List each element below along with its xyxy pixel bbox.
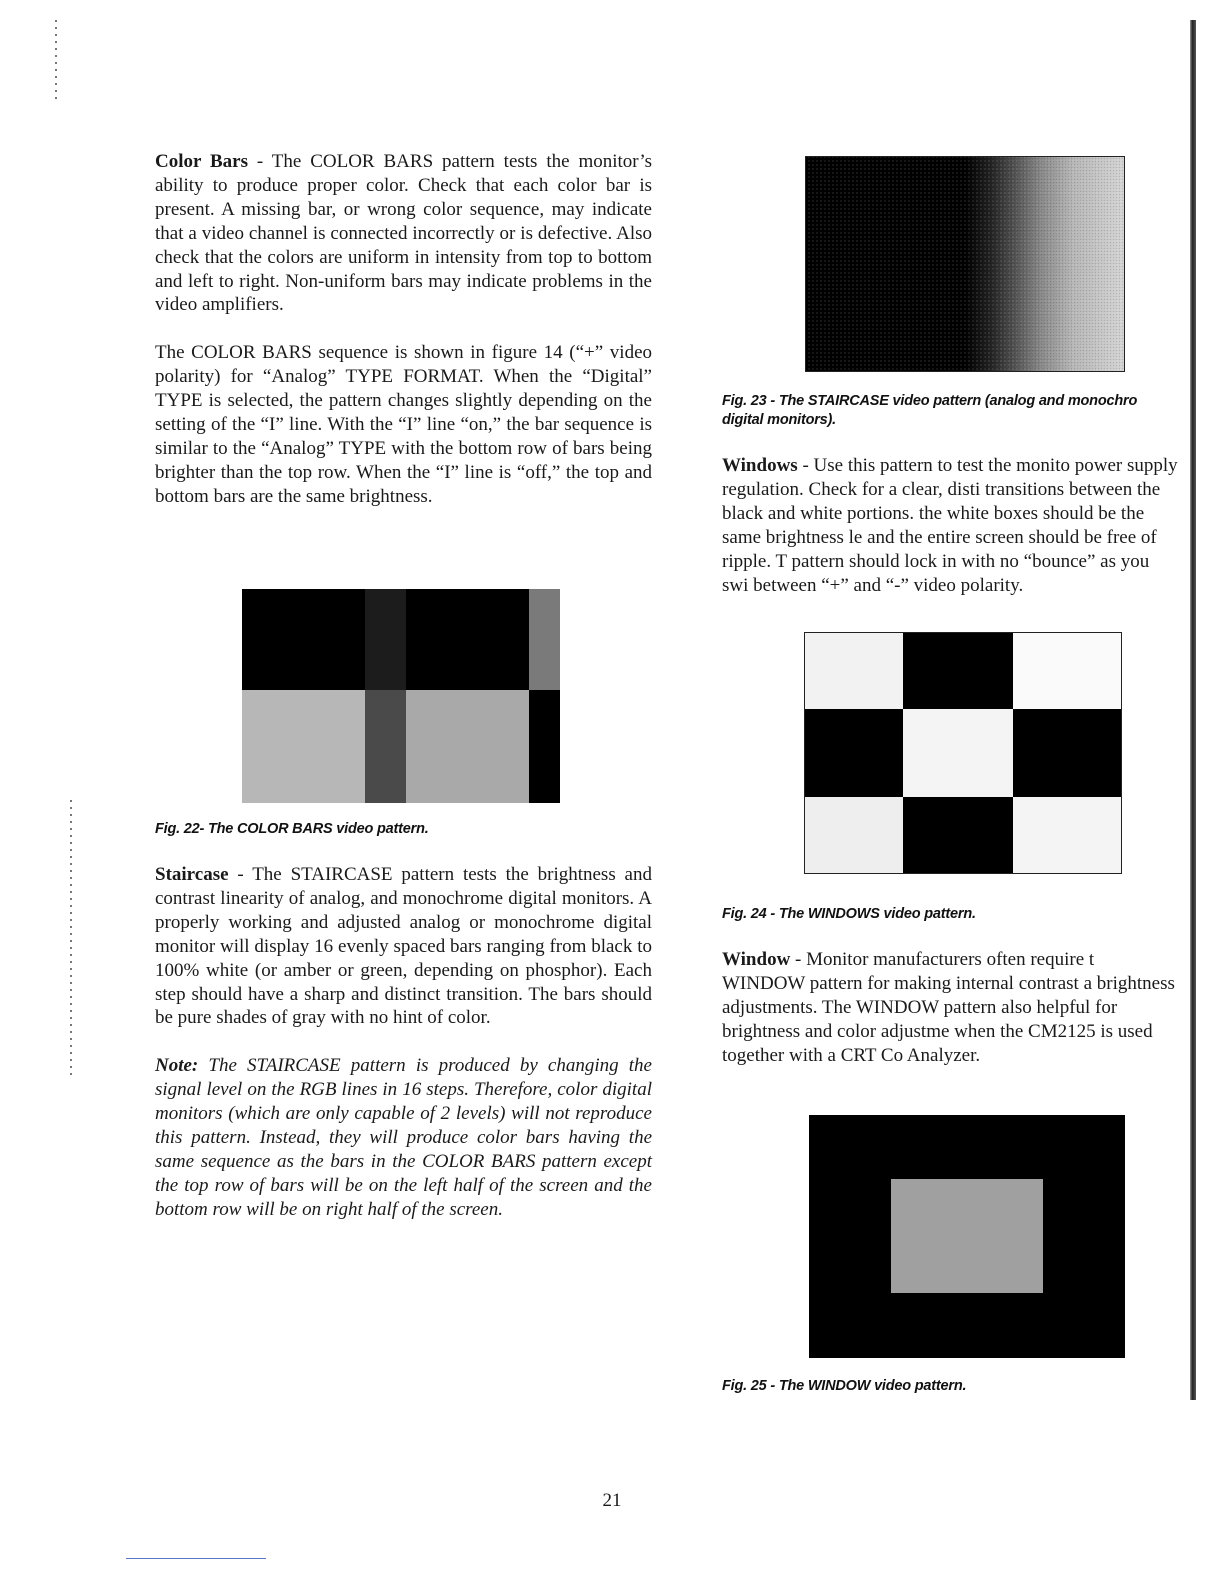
left-column xyxy=(155,150,652,509)
staircase-paragraph xyxy=(155,863,652,1030)
figure-window xyxy=(809,1115,1125,1358)
windows-text: - Use this pattern to test the monito power supply regulation. Check for a clear, disti transitions between the black and white portions. the white boxes should be the same brightness le and the entire screen should be free of ripple. T pattern should lock in with no “bounce” as you swi between “+” and “-” video polarity. xyxy=(722,455,1178,596)
window-text: - Monitor manufacturers often require t WINDOW pattern for making internal contrast a brightness adjustments. The WINDOW pattern also helpful for brightness and color adjustme when the CM2125 is used together with a CRT Co Analyzer. xyxy=(722,949,1175,1066)
color-bars-paragraph xyxy=(155,150,652,317)
note-text: The STAIRCASE pattern is produced by changing the signal level on the RGB lines in 16 steps. Therefore, color digital monitors (which are only capable of 2 levels) will not reproduce this pattern. Instead, they will produce color bars having the same sequence as the bars in the COLOR BARS pattern except the top row of bars will be on the left half of the screen and the bottom row will be on right half of the screen. xyxy=(155,1055,652,1220)
fig24-caption: Fig. 24 - The WINDOWS video pattern. xyxy=(722,906,976,922)
windows-section xyxy=(722,454,1180,597)
figure-windows-checkerboard xyxy=(804,632,1122,874)
fig23-caption-line1: Fig. 23 - The STAIRCASE video pattern (analog and monochro xyxy=(722,393,1138,409)
window-paragraph xyxy=(722,948,1180,1068)
windows-paragraph xyxy=(722,454,1180,597)
color-bars-heading: Color Bars xyxy=(155,151,248,172)
fig22-caption: Fig. 22- The COLOR BARS video pattern. xyxy=(155,821,429,837)
windows-heading: Windows xyxy=(722,455,798,476)
figure-staircase xyxy=(805,156,1125,372)
staircase-heading: Staircase xyxy=(155,864,229,885)
color-bars-sequence-paragraph: The COLOR BARS sequence is shown in figure 14 (“+” video polarity) for “Analog” TYPE FORMAT. When the “Digital” TYPE is selected, the pattern changes slightly depending on the setting of the “I” line. With the “I” line “on,” the bar sequence is similar to the “Analog” TYPE with the bottom row of bars being brighter than the top row. When the “I” line is “off,” the top and bottom bars are the same brightness. xyxy=(155,342,652,507)
staircase-text: - The STAIRCASE pattern tests the brightness and contrast linearity of analog, and monochrome digital monitors. A properly working and adjusted analog or monochrome digital monitor will display 16 evenly spaced bars ranging from black to 100% white (or amber or green, depending on phosphor). Each step should have a sharp and distinct transition. The bars should be pure shades of gray with no hint of color. xyxy=(155,864,652,1029)
fig25-caption: Fig. 25 - The WINDOW video pattern. xyxy=(722,1378,967,1394)
scan-artifact-top xyxy=(55,20,57,100)
left-column-lower xyxy=(155,863,652,1222)
window-section xyxy=(722,948,1180,1068)
note-paragraph xyxy=(155,1054,652,1221)
window-heading: Window xyxy=(722,949,791,970)
fig23-caption-line2: digital monitors). xyxy=(722,412,837,428)
page-number: 21 xyxy=(602,1490,622,1511)
figure-color-bars xyxy=(242,589,560,803)
color-bars-text: - The COLOR BARS pattern tests the monitor’s ability to produce proper color. Check that each color bar is present. A missing bar, or wrong color sequence, may indicate that a video channel is connected incorrectly or is defective. Also check that the colors are uniform in intensity from top to bottom and left to right. Non-uniform bars may indicate problems in the video amplifiers. xyxy=(155,151,653,316)
scan-underline-mark xyxy=(126,1558,266,1559)
scan-edge-shadow xyxy=(1190,20,1196,1400)
note-label: Note: xyxy=(155,1055,199,1077)
fig23-caption xyxy=(722,392,1182,430)
scan-artifact-left xyxy=(70,800,72,1080)
